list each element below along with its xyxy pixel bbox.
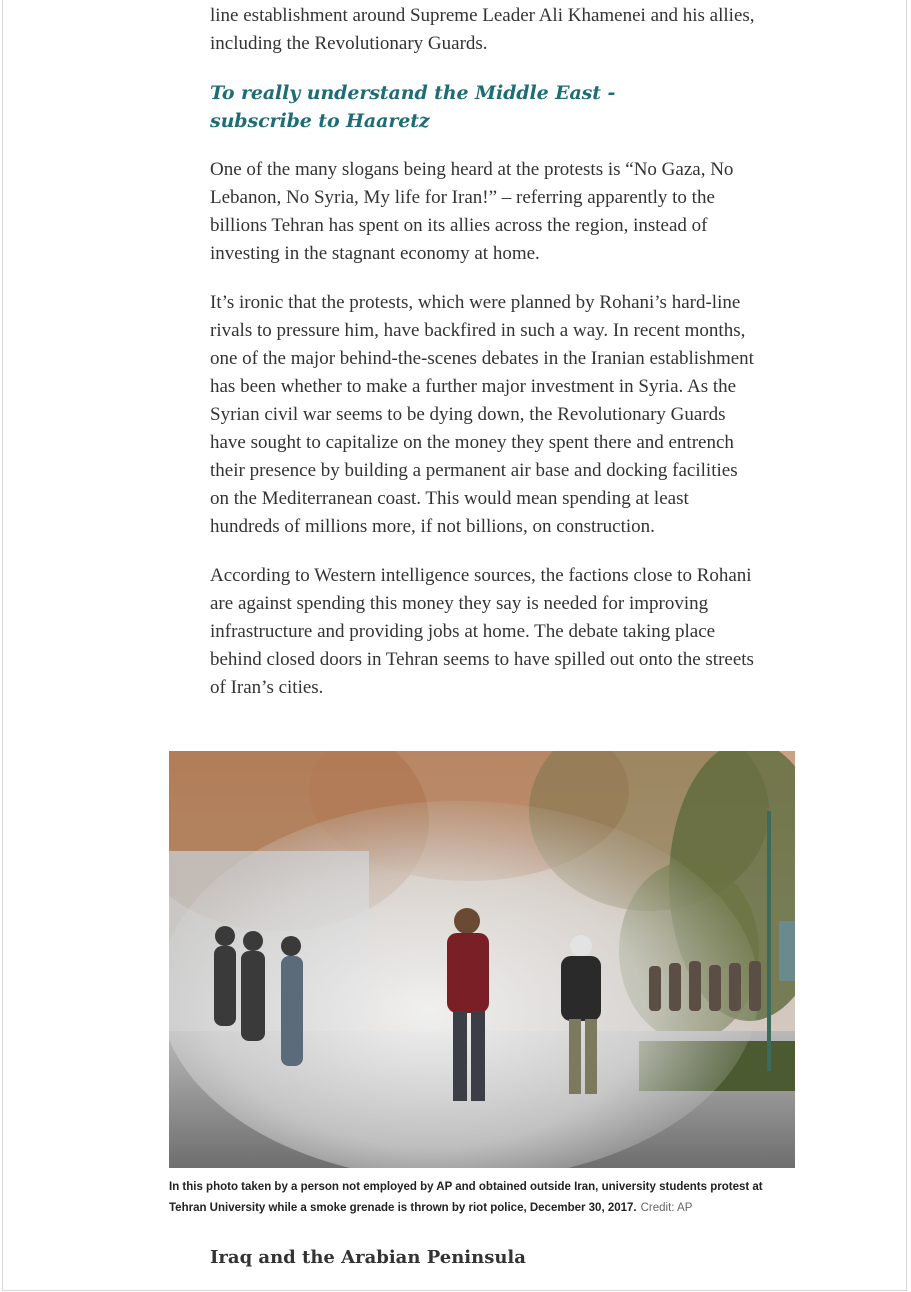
- article-figure: [169, 751, 795, 1219]
- paragraph-intro: line establishment around Supreme Leader Ali Khamenei and his allies, including the Revolutionary Guards.: [210, 5, 755, 54]
- photo-caption: [169, 1177, 795, 1219]
- paragraph-intelligence: According to Western intelligence sources, the factions close to Rohani are against spending this money they say is needed for improving infrastructure and providing jobs at home. The debate taking place behind closed doors in Tehran seems to have spilled out onto the streets of Iran’s cities.: [210, 565, 754, 698]
- caption-text: In this photo taken by a person not employed by AP and obtained outside Iran, university students protest at Tehran University while a smoke grenade is thrown by riot police, December 30, 2017.: [169, 1181, 763, 1214]
- subscribe-promo-link[interactable]: To really understand the Middle East - subscribe to Haaretz: [210, 82, 616, 132]
- article-body: [210, 0, 758, 723]
- section-subheading: Iraq and the Arabian Peninsula: [210, 1247, 526, 1268]
- caption-credit: Credit: AP: [640, 1202, 693, 1214]
- paragraph-slogans: One of the many slogans being heard at the protests is “No Gaza, No Lebanon, No Syria, My life for Iran!” – referring apparently to the billions Tehran has spent on its allies across the region, instead of investing in the stagnant economy at home.: [210, 159, 734, 264]
- paragraph-ironic: It’s ironic that the protests, which were planned by Rohani’s hard-line rivals to pressure him, have backfired in such a way. In recent months, one of the major behind-the-scenes debates in the Iranian establishment has been whether to make a further major investment in Syria. As the Syrian civil war seems to be dying down, the Revolutionary Guards have sought to capitalize on the money they spent there and entrench their presence by building a permanent air base and docking facilities on the Mediterranean coast. This would mean spending at least hundreds of millions more, if not billions, on construction.: [210, 292, 754, 537]
- protest-photo[interactable]: [169, 751, 795, 1168]
